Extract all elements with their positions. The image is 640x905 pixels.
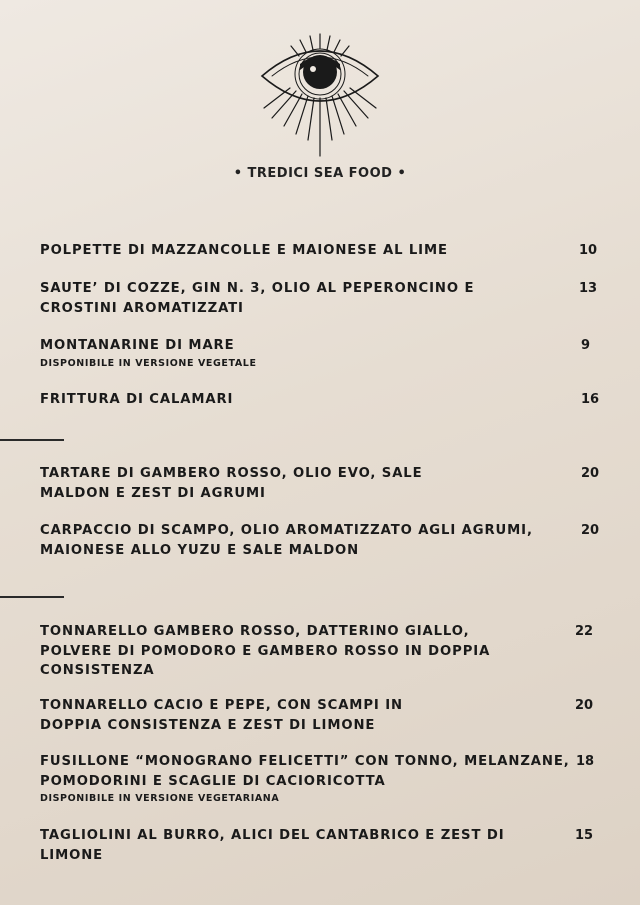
item-name: FUSILLONE “MONOGRANO FELICETTI” CON TONNO, MELANZANE, POMODORINI E SCAGLIE DI CACIORICOTTA [40, 754, 570, 789]
section-divider [0, 596, 64, 598]
menu-item [40, 622, 606, 681]
menu-item [40, 752, 606, 806]
brand-title: • TREDICI SEA FOOD • [233, 166, 407, 181]
menu-item [40, 279, 606, 318]
menu-item [40, 336, 606, 371]
item-name: FRITTURA DI CALAMARI [40, 392, 234, 407]
item-note: DISPONIBILE IN VERSIONE VEGETALE [40, 357, 257, 369]
item-price: 13 [579, 281, 598, 296]
item-price: 15 [575, 828, 594, 843]
item-name: TAGLIOLINI AL BURRO, ALICI DEL CANTABRICO E ZEST DI LIMONE [40, 828, 505, 863]
item-name: TONNARELLO GAMBERO ROSSO, DATTERINO GIALLO, POLVERE DI POMODORO E GAMBERO ROSSO IN DOPPIA CONSISTENZA [40, 624, 491, 678]
item-name: TONNARELLO CACIO E PEPE, CON SCAMPI IN DOPPIA CONSISTENZA E ZEST DI LIMONE [40, 698, 403, 733]
menu-item [40, 826, 606, 865]
eye-logo-icon [258, 32, 382, 158]
item-price: 20 [575, 698, 594, 713]
item-price: 22 [575, 624, 594, 639]
item-price: 9 [581, 338, 591, 353]
item-name: TARTARE DI GAMBERO ROSSO, OLIO EVO, SALE MALDON E ZEST DI AGRUMI [40, 466, 423, 501]
item-price: 20 [581, 466, 600, 481]
menu-item [40, 390, 606, 410]
section-divider [0, 439, 64, 441]
item-name: SAUTE’ DI COZZE, GIN N. 3, OLIO AL PEPERONCINO E CROSTINI AROMATIZZATI [40, 281, 475, 316]
item-price: 10 [579, 243, 598, 258]
item-price: 16 [581, 392, 600, 407]
item-name: MONTANARINE DI MARE [40, 338, 235, 353]
menu-item [40, 696, 606, 735]
menu-item [40, 241, 606, 261]
menu-item [40, 464, 606, 503]
item-name: POLPETTE DI MAZZANCOLLE E MAIONESE AL LIME [40, 243, 448, 258]
item-note: DISPONIBILE IN VERSIONE VEGETARIANA [40, 793, 280, 804]
menu-item [40, 521, 606, 560]
item-name: CARPACCIO DI SCAMPO, OLIO AROMATIZZATO AGLI AGRUMI, MAIONESE ALLO YUZU E SALE MALDON [40, 523, 533, 558]
item-price: 18 [576, 754, 595, 769]
item-price: 20 [581, 523, 600, 538]
